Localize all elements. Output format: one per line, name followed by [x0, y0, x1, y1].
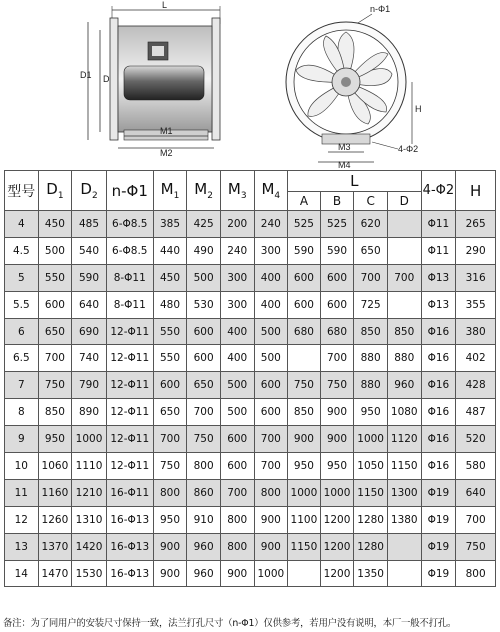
cell-h: 640	[456, 479, 496, 506]
dim-m4-label: M4	[338, 160, 351, 168]
table-row	[5, 318, 496, 345]
cell-h: 800	[456, 560, 496, 587]
cell-h: 355	[456, 291, 496, 318]
cell-four-phi2: Φ16	[421, 345, 456, 372]
cell-l-c: 725	[354, 291, 388, 318]
cell-d1: 450	[38, 211, 72, 238]
cell-d1: 750	[38, 372, 72, 399]
cell-m4: 500	[254, 318, 288, 345]
cell-l-d: 700	[387, 264, 421, 291]
header-h: H	[456, 171, 496, 211]
cell-d1: 500	[38, 237, 72, 264]
cell-l-b: 900	[320, 426, 354, 453]
cell-d1: 1060	[38, 453, 72, 480]
cell-d2: 1000	[72, 426, 107, 453]
table-row	[5, 237, 496, 264]
footnote: 备注：为了同用户的安装尺寸保持一致，法兰打孔尺寸（n-Φ1）仅供参考，若用户没有说明，本厂一般不打孔。	[3, 618, 457, 629]
cell-m2: 425	[187, 211, 221, 238]
cell-model: 5.5	[5, 291, 39, 318]
cell-m4: 300	[254, 237, 288, 264]
cell-m1: 750	[153, 453, 187, 480]
cell-m2: 800	[187, 453, 221, 480]
dim-m3-label: M3	[338, 142, 351, 152]
cell-l-d	[387, 211, 421, 238]
cell-l-d	[387, 237, 421, 264]
cell-model: 9	[5, 426, 39, 453]
table-body	[5, 211, 496, 587]
cell-four-phi2: Φ13	[421, 264, 456, 291]
cell-m3: 400	[220, 345, 254, 372]
cell-d1: 650	[38, 318, 72, 345]
cell-l-a: 1000	[288, 479, 321, 506]
header-l-b: B	[320, 192, 354, 211]
cell-m4: 900	[254, 533, 288, 560]
cell-l-b: 1200	[320, 560, 354, 587]
cell-four-phi2: Φ16	[421, 453, 456, 480]
cell-l-c: 880	[354, 372, 388, 399]
cell-d2: 590	[72, 264, 107, 291]
cell-l-d: 1300	[387, 479, 421, 506]
cell-d2: 485	[72, 211, 107, 238]
cell-d1: 1470	[38, 560, 72, 587]
cell-m1: 450	[153, 264, 187, 291]
cell-h: 520	[456, 426, 496, 453]
cell-l-d: 1080	[387, 399, 421, 426]
front-view	[286, 4, 422, 168]
cell-h: 487	[456, 399, 496, 426]
fan-technical-drawing	[0, 0, 500, 168]
cell-four-phi2: Φ11	[421, 211, 456, 238]
table-row	[5, 506, 496, 533]
table-row	[5, 211, 496, 238]
cell-m3: 600	[220, 453, 254, 480]
cell-model: 10	[5, 453, 39, 480]
cell-d2: 540	[72, 237, 107, 264]
cell-m1: 700	[153, 426, 187, 453]
table-row	[5, 291, 496, 318]
cell-n-phi1: 12-Φ11	[106, 318, 153, 345]
cell-l-a: 600	[288, 291, 321, 318]
cell-four-phi2: Φ16	[421, 399, 456, 426]
cell-model: 14	[5, 560, 39, 587]
dim-four-phi2-label: 4-Φ2	[398, 144, 419, 154]
cell-l-c: 880	[354, 345, 388, 372]
cell-m4: 600	[254, 399, 288, 426]
cell-l-b: 1000	[320, 479, 354, 506]
cell-l-a: 600	[288, 264, 321, 291]
cell-m1: 600	[153, 372, 187, 399]
cell-l-c: 620	[354, 211, 388, 238]
cell-m1: 440	[153, 237, 187, 264]
cell-four-phi2: Φ13	[421, 291, 456, 318]
cell-l-d	[387, 291, 421, 318]
cell-m1: 550	[153, 318, 187, 345]
cell-n-phi1: 16-Φ11	[106, 479, 153, 506]
cell-model: 12	[5, 506, 39, 533]
header-m3: $M_3$	[220, 171, 254, 211]
cell-d2: 1110	[72, 453, 107, 480]
cell-model: 13	[5, 533, 39, 560]
cell-four-phi2: Φ19	[421, 479, 456, 506]
cell-m2: 500	[187, 264, 221, 291]
cell-d2: 1310	[72, 506, 107, 533]
side-view	[80, 0, 220, 158]
dim-d-label: D	[103, 74, 110, 84]
cell-d2: 890	[72, 399, 107, 426]
cell-m3: 300	[220, 264, 254, 291]
cell-m2: 960	[187, 560, 221, 587]
dim-m2-label: M2	[160, 148, 173, 158]
cell-d2: 790	[72, 372, 107, 399]
cell-h: 402	[456, 345, 496, 372]
cell-l-a: 850	[288, 399, 321, 426]
cell-l-b: 680	[320, 318, 354, 345]
cell-d2: 690	[72, 318, 107, 345]
cell-four-phi2: Φ16	[421, 372, 456, 399]
cell-l-a: 1100	[288, 506, 321, 533]
cell-l-a: 525	[288, 211, 321, 238]
table-row	[5, 372, 496, 399]
cell-m2: 960	[187, 533, 221, 560]
cell-n-phi1: 12-Φ11	[106, 372, 153, 399]
cell-four-phi2: Φ19	[421, 533, 456, 560]
cell-h: 580	[456, 453, 496, 480]
cell-m4: 600	[254, 372, 288, 399]
cell-h: 750	[456, 533, 496, 560]
dim-n-phi1-label: n-Φ1	[370, 4, 391, 14]
cell-l-b: 600	[320, 264, 354, 291]
cell-m3: 500	[220, 372, 254, 399]
header-d2: $D_2$	[72, 171, 107, 211]
cell-m4: 400	[254, 264, 288, 291]
cell-m3: 200	[220, 211, 254, 238]
cell-d1: 950	[38, 426, 72, 453]
cell-l-a	[288, 345, 321, 372]
cell-h: 700	[456, 506, 496, 533]
cell-m1: 900	[153, 560, 187, 587]
cell-n-phi1: 8-Φ11	[106, 291, 153, 318]
cell-n-phi1: 12-Φ11	[106, 345, 153, 372]
cell-l-a: 750	[288, 372, 321, 399]
cell-l-c: 1280	[354, 506, 388, 533]
table-row	[5, 399, 496, 426]
cell-d2: 1530	[72, 560, 107, 587]
cell-m2: 910	[187, 506, 221, 533]
dim-d1-label: D1	[80, 70, 92, 80]
cell-model: 5	[5, 264, 39, 291]
header-l-c: C	[354, 192, 388, 211]
cell-m1: 550	[153, 345, 187, 372]
cell-m3: 800	[220, 506, 254, 533]
cell-m4: 700	[254, 426, 288, 453]
cell-four-phi2: Φ16	[421, 426, 456, 453]
cell-l-b: 950	[320, 453, 354, 480]
cell-m4: 800	[254, 479, 288, 506]
cell-d2: 1420	[72, 533, 107, 560]
table-row	[5, 479, 496, 506]
cell-l-d: 1150	[387, 453, 421, 480]
cell-m3: 240	[220, 237, 254, 264]
cell-h: 380	[456, 318, 496, 345]
cell-model: 11	[5, 479, 39, 506]
cell-l-b: 590	[320, 237, 354, 264]
cell-m1: 385	[153, 211, 187, 238]
header-row	[5, 171, 496, 192]
cell-l-b: 700	[320, 345, 354, 372]
table-row	[5, 453, 496, 480]
cell-d1: 550	[38, 264, 72, 291]
dim-m1-label: M1	[160, 126, 173, 136]
specification-table	[4, 170, 496, 587]
cell-four-phi2: Φ11	[421, 237, 456, 264]
header-d1: $D_1$	[38, 171, 72, 211]
cell-d2: 1210	[72, 479, 107, 506]
cell-n-phi1: 12-Φ11	[106, 453, 153, 480]
table-row	[5, 345, 496, 372]
cell-l-a: 680	[288, 318, 321, 345]
cell-l-d	[387, 560, 421, 587]
cell-l-a: 590	[288, 237, 321, 264]
cell-model: 4	[5, 211, 39, 238]
cell-l-d: 880	[387, 345, 421, 372]
cell-m3: 500	[220, 399, 254, 426]
cell-m1: 950	[153, 506, 187, 533]
cell-l-d: 960	[387, 372, 421, 399]
cell-d1: 700	[38, 345, 72, 372]
cell-h: 265	[456, 211, 496, 238]
cell-n-phi1: 6-Φ8.5	[106, 211, 153, 238]
cell-d1: 1370	[38, 533, 72, 560]
cell-m3: 300	[220, 291, 254, 318]
cell-l-a: 950	[288, 453, 321, 480]
table-row	[5, 533, 496, 560]
cell-d1: 1160	[38, 479, 72, 506]
cell-l-d: 1120	[387, 426, 421, 453]
cell-m1: 900	[153, 533, 187, 560]
cell-m2: 700	[187, 399, 221, 426]
cell-m3: 600	[220, 426, 254, 453]
cell-l-c: 1350	[354, 560, 388, 587]
cell-l-c: 700	[354, 264, 388, 291]
cell-h: 316	[456, 264, 496, 291]
cell-l-c: 1050	[354, 453, 388, 480]
cell-l-b: 1200	[320, 533, 354, 560]
cell-l-b: 1200	[320, 506, 354, 533]
cell-m4: 700	[254, 453, 288, 480]
header-l-d: D	[387, 192, 421, 211]
cell-l-c: 950	[354, 399, 388, 426]
cell-h: 290	[456, 237, 496, 264]
cell-l-b: 525	[320, 211, 354, 238]
header-l-a: A	[288, 192, 321, 211]
cell-d1: 1260	[38, 506, 72, 533]
cell-model: 4.5	[5, 237, 39, 264]
cell-model: 6	[5, 318, 39, 345]
cell-n-phi1: 6-Φ8.5	[106, 237, 153, 264]
cell-m4: 240	[254, 211, 288, 238]
cell-m2: 650	[187, 372, 221, 399]
cell-m3: 400	[220, 318, 254, 345]
cell-l-d: 850	[387, 318, 421, 345]
cell-m2: 530	[187, 291, 221, 318]
cell-m4: 500	[254, 345, 288, 372]
cell-model: 7	[5, 372, 39, 399]
cell-l-c: 650	[354, 237, 388, 264]
cell-m4: 400	[254, 291, 288, 318]
cell-m1: 480	[153, 291, 187, 318]
cell-l-a	[288, 560, 321, 587]
cell-h: 428	[456, 372, 496, 399]
cell-d2: 740	[72, 345, 107, 372]
cell-d1: 850	[38, 399, 72, 426]
header-m2: $M_2$	[187, 171, 221, 211]
cell-m2: 750	[187, 426, 221, 453]
cell-m4: 900	[254, 506, 288, 533]
cell-d1: 600	[38, 291, 72, 318]
header-model: 型号	[5, 171, 39, 211]
cell-m1: 650	[153, 399, 187, 426]
cell-m3: 700	[220, 479, 254, 506]
cell-n-phi1: 12-Φ11	[106, 426, 153, 453]
cell-m1: 800	[153, 479, 187, 506]
cell-n-phi1: 16-Φ13	[106, 506, 153, 533]
table-row	[5, 560, 496, 587]
cell-m2: 860	[187, 479, 221, 506]
cell-four-phi2: Φ19	[421, 560, 456, 587]
cell-m3: 900	[220, 560, 254, 587]
cell-l-d	[387, 533, 421, 560]
cell-n-phi1: 8-Φ11	[106, 264, 153, 291]
cell-l-b: 750	[320, 372, 354, 399]
cell-l-c: 1280	[354, 533, 388, 560]
cell-n-phi1: 16-Φ13	[106, 533, 153, 560]
cell-l-a: 900	[288, 426, 321, 453]
table-row	[5, 426, 496, 453]
cell-l-c: 850	[354, 318, 388, 345]
cell-m3: 800	[220, 533, 254, 560]
cell-four-phi2: Φ19	[421, 506, 456, 533]
header-m4: $M_4$	[254, 171, 288, 211]
cell-n-phi1: 12-Φ11	[106, 399, 153, 426]
cell-model: 8	[5, 399, 39, 426]
header-m1: $M_1$	[153, 171, 187, 211]
cell-l-c: 1000	[354, 426, 388, 453]
cell-m2: 600	[187, 318, 221, 345]
cell-n-phi1: 16-Φ13	[106, 560, 153, 587]
cell-four-phi2: Φ16	[421, 318, 456, 345]
cell-m4: 1000	[254, 560, 288, 587]
cell-m2: 490	[187, 237, 221, 264]
table-row	[5, 264, 496, 291]
cell-l-c: 1150	[354, 479, 388, 506]
dim-l-label: L	[162, 0, 168, 10]
cell-l-b: 900	[320, 399, 354, 426]
dim-h-label: H	[415, 104, 422, 114]
header-four-phi2: 4-Φ2	[421, 171, 456, 211]
cell-l-d: 1380	[387, 506, 421, 533]
cell-l-b: 600	[320, 291, 354, 318]
header-l: L	[288, 171, 421, 192]
cell-l-a: 1150	[288, 533, 321, 560]
header-n-phi1: n-Φ1	[106, 171, 153, 211]
cell-m2: 600	[187, 345, 221, 372]
cell-d2: 640	[72, 291, 107, 318]
cell-model: 6.5	[5, 345, 39, 372]
